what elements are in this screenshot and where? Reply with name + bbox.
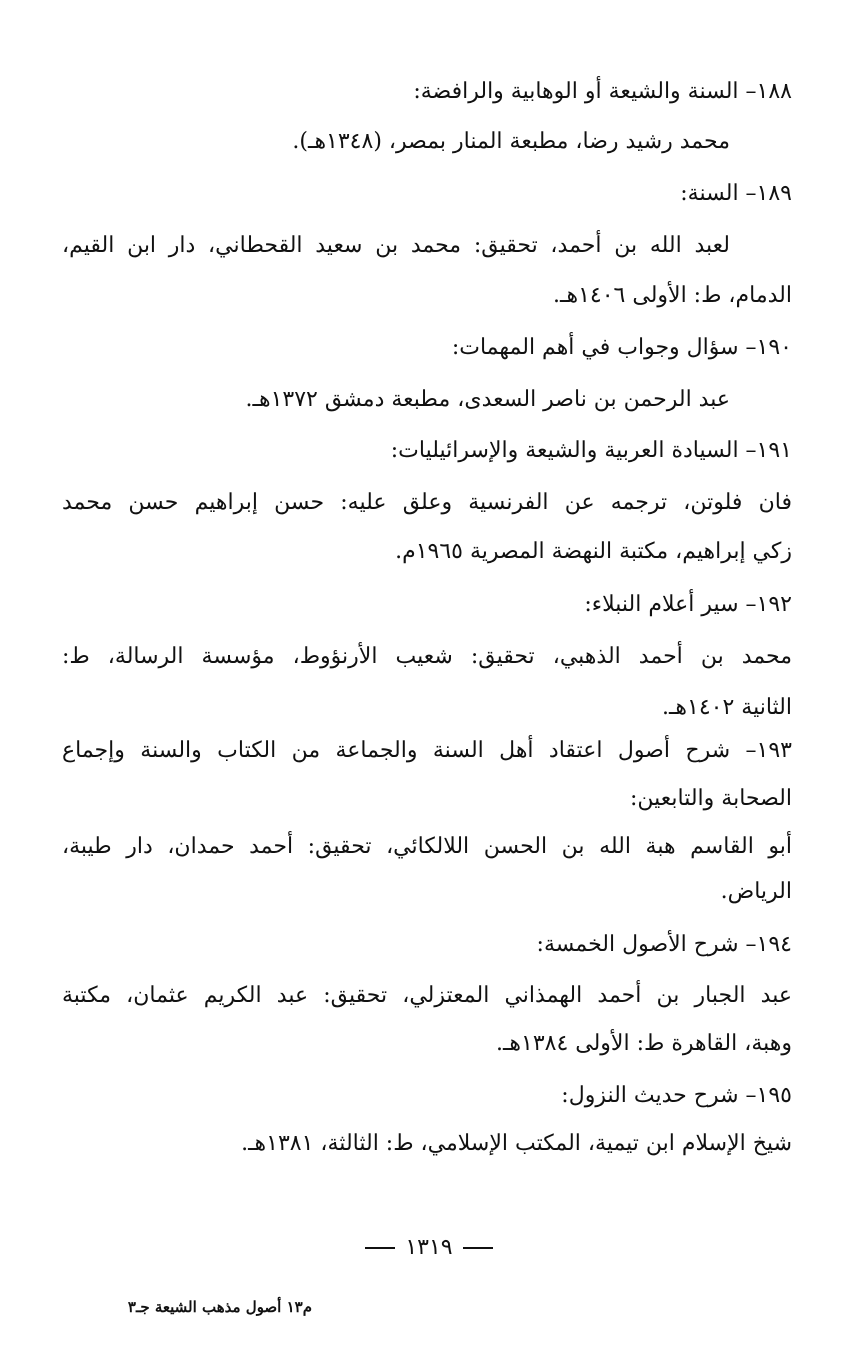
entry-189-details-line1: لعبد الله بن أحمد، تحقيق: محمد بن سعيد القحطاني، دار ابن القيم، [62,233,730,258]
entry-191-details-line1: فان فلوتن، ترجمه عن الفرنسية وعلق عليه: حسن إبراهيم حسن محمد [62,490,792,515]
entry-193-details-line1: أبو القاسم هبة الله بن الحسن اللالكائي، تحقيق: أحمد حمدان، دار طيبة، [62,834,792,859]
footer-signature: م١٣ أصول مذهب الشيعة جـ٣ [127,1298,312,1316]
entry-195-details: شيخ الإسلام ابن تيمية، المكتب الإسلامي، ط: الثالثة، ١٣٨١هـ. [241,1131,792,1156]
entry-195-title: ١٩٥– شرح حديث النزول: [561,1083,792,1108]
entry-193-details-line2: الرياض. [720,879,792,904]
entry-192-title: ١٩٢– سير أعلام النبلاء: [584,592,792,617]
entry-191-details-line2: زكي إبراهيم، مكتبة النهضة المصرية ١٩٦٥م. [395,539,792,564]
entry-194-details-line2: وهبة، القاهرة ط: الأولى ١٣٨٤هـ. [495,1031,792,1056]
entry-190-title: ١٩٠– سؤال وجواب في أهم المهمات: [451,335,792,360]
page-number [0,1234,858,1262]
page-number-dash-left [365,1247,395,1249]
page-number-value: ١٣١٩ [405,1235,453,1260]
entry-192-details-line1: محمد بن أحمد الذهبي، تحقيق: شعيب الأرنؤوط، مؤسسة الرسالة، ط: [62,644,792,669]
entry-189-details-line2: الدمام، ط: الأولى ١٤٠٦هـ. [553,283,792,308]
entry-188-details: محمد رشيد رضا، مطبعة المنار بمصر، (١٣٤٨هـ). [292,129,730,154]
entry-190-details: عبد الرحمن بن ناصر السعدى، مطبعة دمشق ١٣٧٢هـ. [245,387,730,412]
entry-194-title: ١٩٤– شرح الأصول الخمسة: [536,932,792,957]
entry-188-title: ١٨٨– السنة والشيعة أو الوهابية والرافضة: [413,79,792,104]
entry-189-title: ١٨٩– السنة: [680,181,792,206]
page-number-dash-right [463,1247,493,1249]
entry-191-title: ١٩١– السيادة العربية والشيعة والإسرائيليات: [390,438,792,463]
entry-192-details-line2: الثانية ١٤٠٢هـ. [661,695,792,720]
entry-194-details-line1: عبد الجبار بن أحمد الهمذاني المعتزلي، تحقيق: عبد الكريم عثمان، مكتبة [62,983,792,1008]
entry-193-title-line2: الصحابة والتابعين: [629,786,792,811]
entry-193-title-line1: ١٩٣– شرح أصول اعتقاد أهل السنة والجماعة من الكتاب والسنة وإجماع [62,738,792,763]
